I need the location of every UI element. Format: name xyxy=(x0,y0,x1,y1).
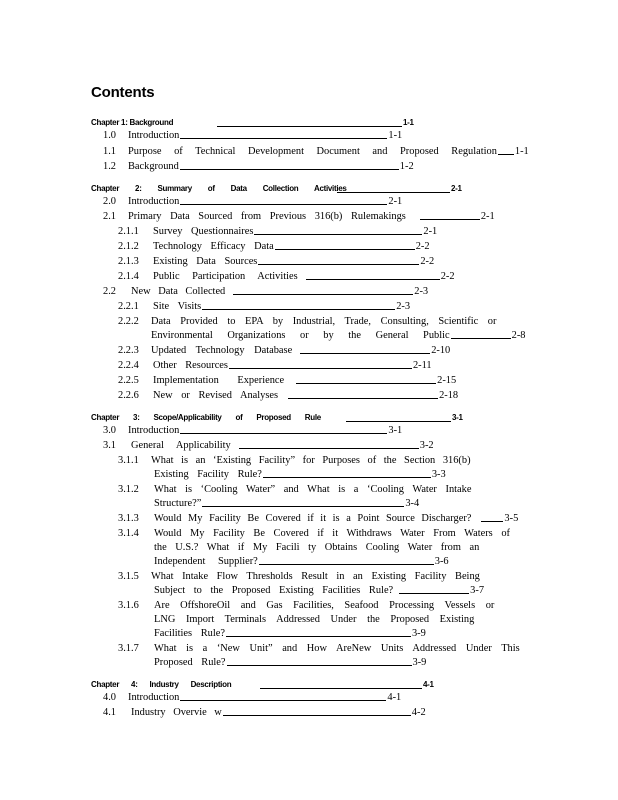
toc-text: Structure?” xyxy=(154,498,202,509)
toc-page: 2-2 xyxy=(440,271,455,282)
toc-page: 2-11 xyxy=(412,360,432,371)
toc-chapter-1[interactable] xyxy=(91,116,414,129)
toc-page: 3-3 xyxy=(431,469,446,480)
toc-leader xyxy=(217,126,402,127)
toc-leader xyxy=(259,564,434,565)
toc-page: 3-6 xyxy=(434,556,449,567)
toc-leader xyxy=(275,249,415,250)
toc-text: General Applicability xyxy=(131,440,231,451)
toc-chapter-3[interactable] xyxy=(91,411,463,424)
toc-chapter-title: Chapter 4: Industry Description xyxy=(91,680,232,689)
toc-leader xyxy=(260,688,422,689)
toc-leader xyxy=(227,665,412,666)
toc-page: 4-2 xyxy=(411,707,426,718)
toc-number: 4.1 xyxy=(103,707,116,718)
toc-page: 3-2 xyxy=(419,440,434,451)
toc-number: 1.0 xyxy=(103,130,116,141)
toc-text: Implementation Experience xyxy=(153,375,285,386)
toc-number: 2.0 xyxy=(103,196,116,207)
toc-page: 1-2 xyxy=(399,161,414,172)
toc-entry[interactable] xyxy=(103,129,402,142)
toc-number: 3.1.6 xyxy=(118,600,139,611)
toc-leader xyxy=(239,448,419,449)
toc-entry[interactable] xyxy=(118,270,455,283)
toc-entry[interactable] xyxy=(118,315,496,328)
toc-chapter-title: Chapter 3: Scope/Applicability of Proposed Rule xyxy=(91,413,321,422)
toc-number: 2.1.1 xyxy=(118,226,139,237)
toc-entry[interactable] xyxy=(118,527,510,540)
toc-page: 3-1 xyxy=(388,425,403,436)
toc-text: Industry Overvie w xyxy=(131,707,222,718)
toc-page: 2-8 xyxy=(511,330,526,341)
toc-chapter-4[interactable] xyxy=(91,678,434,691)
toc-text: New Data Collected xyxy=(131,286,226,297)
toc-entry[interactable] xyxy=(103,691,401,704)
toc-entry[interactable] xyxy=(118,374,456,387)
toc-entry[interactable] xyxy=(118,300,410,313)
toc-leader xyxy=(306,279,440,280)
toc-text: Subject to the Proposed Existing Facilities Rule? xyxy=(154,585,394,596)
toc-text: Existing Data Sources xyxy=(153,256,258,267)
toc-leader xyxy=(498,154,514,155)
toc-number: 4.0 xyxy=(103,692,116,703)
toc-number: 2.1 xyxy=(103,211,116,222)
toc-entry[interactable] xyxy=(103,145,529,158)
toc-text: Facilities Rule? xyxy=(154,628,225,639)
toc-number: 2.2.5 xyxy=(118,375,139,386)
toc-entry-continued[interactable] xyxy=(154,627,426,640)
toc-chapter-2[interactable] xyxy=(91,182,462,195)
toc-entry[interactable] xyxy=(118,512,518,525)
toc-page: 1-1 xyxy=(388,130,403,141)
toc-page: 3-5 xyxy=(504,513,519,524)
toc-page: 3-9 xyxy=(411,628,426,639)
toc-entry-continued[interactable] xyxy=(154,497,419,510)
toc-text: Site Visits xyxy=(153,301,202,312)
toc-page: 2-1 xyxy=(388,196,403,207)
toc-page: 1-1 xyxy=(403,118,414,127)
toc-page: 2-18 xyxy=(439,390,459,401)
toc-leader xyxy=(420,219,480,220)
toc-text: Primary Data Sourced from Previous 316(b) Rulemakings xyxy=(128,211,406,222)
toc-leader xyxy=(226,636,411,637)
toc-leader xyxy=(229,368,412,369)
toc-leader xyxy=(263,477,431,478)
toc-entry[interactable] xyxy=(103,210,495,223)
toc-page: 4-1 xyxy=(423,680,434,689)
toc-leader xyxy=(180,433,387,434)
toc-leader xyxy=(451,338,511,339)
toc-page: 2-15 xyxy=(437,375,457,386)
toc-page: 4-1 xyxy=(387,692,402,703)
toc-entry-continued[interactable] xyxy=(154,555,449,568)
toc-page: 3-9 xyxy=(412,657,427,668)
toc-entry[interactable] xyxy=(118,389,458,402)
toc-entry[interactable] xyxy=(118,454,471,467)
toc-leader xyxy=(233,294,413,295)
page-title: Contents xyxy=(91,84,155,101)
toc-entry-continued[interactable] xyxy=(154,584,484,597)
toc-page: 3-7 xyxy=(470,585,485,596)
toc-number: 3.1.1 xyxy=(118,455,139,466)
toc-number: 3.1.7 xyxy=(118,643,139,654)
toc-page: 2-3 xyxy=(414,286,429,297)
toc-text: Proposed Rule? xyxy=(154,657,226,668)
toc-text: New or Revised Analyses xyxy=(153,390,279,401)
toc-text: Would My Facility Be Covered if it Withdraws Water From Waters of xyxy=(154,528,510,539)
toc-page: 2-10 xyxy=(431,345,451,356)
toc-text: Introduction xyxy=(128,130,180,141)
toc-number: 3.1 xyxy=(103,440,116,451)
toc-text: Introduction xyxy=(128,425,180,436)
toc-entry[interactable] xyxy=(118,255,434,268)
toc-text: Environmental Organizations or by the General Public xyxy=(151,330,450,341)
toc-entry[interactable] xyxy=(103,195,402,208)
toc-number: 1.2 xyxy=(103,161,116,172)
toc-page: 2-1 xyxy=(451,184,462,193)
toc-number: 3.1.3 xyxy=(118,513,139,524)
toc-page: 3-4 xyxy=(405,498,420,509)
toc-page: 2-2 xyxy=(420,256,435,267)
toc-entry-continued[interactable] xyxy=(154,613,474,626)
toc-text: Introduction xyxy=(128,196,180,207)
toc-text: Survey Questionnaires xyxy=(153,226,254,237)
toc-entry[interactable] xyxy=(118,483,471,496)
toc-number: 2.2.3 xyxy=(118,345,139,356)
toc-entry[interactable] xyxy=(118,599,494,612)
toc-number: 3.0 xyxy=(103,425,116,436)
toc-entry[interactable] xyxy=(103,706,426,719)
toc-number: 2.2 xyxy=(103,286,116,297)
toc-leader xyxy=(300,353,430,354)
toc-entry[interactable] xyxy=(118,240,430,253)
toc-page: 2-1 xyxy=(423,226,438,237)
toc-number: 2.2.1 xyxy=(118,301,139,312)
toc-entry[interactable] xyxy=(103,424,402,437)
toc-text: LNG Import Terminals Addressed Under the Proposed Existing xyxy=(154,614,475,625)
toc-entry[interactable] xyxy=(118,359,432,372)
toc-number: 3.1.5 xyxy=(118,571,139,582)
toc-leader xyxy=(223,715,411,716)
toc-text: Public Participation Activities xyxy=(153,271,298,282)
toc-leader xyxy=(180,138,387,139)
toc-number: 2.1.2 xyxy=(118,241,139,252)
toc-number: 2.2.2 xyxy=(118,316,139,327)
toc-leader xyxy=(346,421,451,422)
toc-leader xyxy=(180,700,386,701)
toc-text: What is ‘Cooling Water” and What is a ‘Cooling Water Intake xyxy=(154,484,472,495)
toc-page: 3-1 xyxy=(452,413,463,422)
toc-leader xyxy=(254,234,422,235)
toc-entry-continued[interactable] xyxy=(154,656,426,669)
toc-text: the U.S.? What if My Facili ty Obtains Cooling Water from an xyxy=(154,542,480,553)
toc-leader xyxy=(202,309,395,310)
toc-page: 2-2 xyxy=(415,241,430,252)
toc-chapter-title: Chapter 1: Background xyxy=(91,118,174,127)
toc-number: 2.2.4 xyxy=(118,360,139,371)
toc-number: 2.1.3 xyxy=(118,256,139,267)
toc-entry[interactable] xyxy=(103,439,434,452)
toc-leader xyxy=(202,506,404,507)
toc-leader xyxy=(296,383,436,384)
toc-text: What is an ‘Existing Facility” for Purposes of the Section 316(b) xyxy=(151,455,471,466)
toc-text: What is a ‘New Unit” and How AreNew Units Addressed Under This xyxy=(154,643,520,654)
toc-entry[interactable] xyxy=(118,225,437,238)
toc-entry[interactable] xyxy=(103,160,414,173)
toc-entry[interactable] xyxy=(103,285,428,298)
toc-leader xyxy=(481,521,503,522)
toc-leader xyxy=(399,593,469,594)
toc-number: 2.2.6 xyxy=(118,390,139,401)
toc-text: Independent Supplier? xyxy=(154,556,258,567)
toc-page: 2-1 xyxy=(480,211,495,222)
toc-entry-continued[interactable] xyxy=(154,468,446,481)
toc-number: 1.1 xyxy=(103,146,116,157)
toc-entry[interactable] xyxy=(118,344,450,357)
toc-text: Background xyxy=(128,161,179,172)
toc-text: What Intake Flow Thresholds Result in an Existing Facility Being xyxy=(151,571,480,582)
toc-text: Updated Technology Database xyxy=(151,345,293,356)
toc-entry[interactable] xyxy=(118,570,480,583)
toc-entry[interactable] xyxy=(118,642,520,655)
toc-number: 2.1.4 xyxy=(118,271,139,282)
toc-entry-continued[interactable] xyxy=(154,541,479,554)
toc-page: 2-3 xyxy=(396,301,411,312)
toc-text: Would My Facility Be Covered if it is a Point Source Discharger? xyxy=(154,513,472,524)
toc-number: 3.1.2 xyxy=(118,484,139,495)
toc-leader xyxy=(180,169,399,170)
toc-text: Other Resources xyxy=(153,360,228,371)
toc-leader xyxy=(180,204,387,205)
toc-number: 3.1.4 xyxy=(118,528,139,539)
toc-text: Existing Facility Rule? xyxy=(154,469,262,480)
toc-entry-continued[interactable] xyxy=(151,329,525,342)
toc-chapter-title: Chapter 2: Summary of Data Collection Activities xyxy=(91,184,347,193)
toc-text: Data Provided to EPA by Industrial, Trade, Consulting, Scientific or xyxy=(151,316,497,327)
toc-text: Technology Efficacy Data xyxy=(153,241,274,252)
toc-page: 1-1 xyxy=(514,146,529,157)
toc-text: Purpose of Technical Development Document and Proposed Regulation xyxy=(128,146,497,157)
toc-text: Introduction xyxy=(128,692,180,703)
toc-leader xyxy=(258,264,419,265)
toc-leader xyxy=(337,192,450,193)
toc-leader xyxy=(288,398,438,399)
toc-text: Are OffshoreOil and Gas Facilities, Seafood Processing Vessels or xyxy=(154,600,495,611)
